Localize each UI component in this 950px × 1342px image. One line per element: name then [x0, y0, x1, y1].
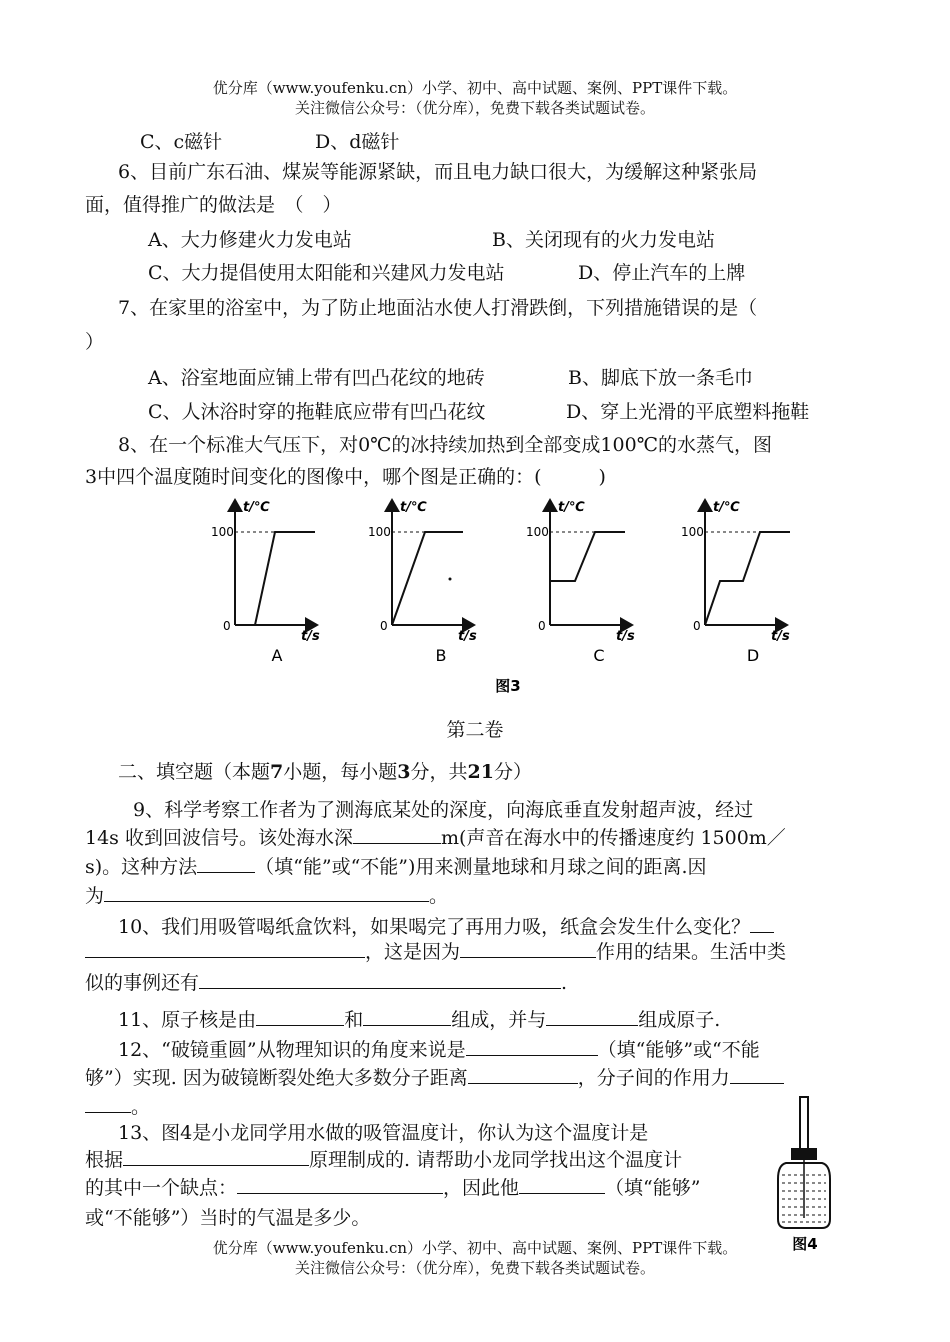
q13-line-3: 的其中一个缺点： ，因此他 （填“能够” — [85, 1177, 701, 1199]
straw-tube — [800, 1097, 808, 1153]
q13-blank-defect[interactable] — [237, 1175, 443, 1194]
q7-option-d: D、穿上光滑的平底塑料拖鞋 — [566, 401, 810, 423]
q13-line-2: 根据 原理制成的. 请帮助小龙同学找出这个温度计 — [85, 1149, 683, 1171]
q7-stem-line-1: 7、在家里的浴室中，为了防止地面沾水使人打滑跌倒，下列措施错误的是（ — [118, 297, 758, 319]
q13-line-4: 或“不能够”）当时的气温是多少。 — [85, 1207, 371, 1229]
graph-d-curve — [705, 532, 790, 625]
graph-c — [526, 500, 635, 665]
figure-3-caption: 图3 — [495, 677, 521, 695]
q11-line: 11、原子核是由 和 组成，并与 组成原子. — [118, 1009, 721, 1031]
section-title: 第二卷 — [446, 719, 504, 741]
q9-blank-method[interactable] — [197, 854, 255, 873]
q7-option-a: A、浴室地面应铺上带有凹凸花纹的地砖 — [148, 367, 485, 389]
graph-a-x-label: t/s — [301, 629, 320, 644]
figure-4-thermometer — [770, 1093, 840, 1258]
header-line-2: 关注微信公众号：（优分库），免费下载各类试题试卷。 — [294, 99, 655, 117]
q5-option-d: D、d磁针 — [315, 131, 400, 153]
graph-b-curve — [392, 532, 463, 625]
graph-b-label: B — [435, 646, 447, 665]
footer-line-2: 关注微信公众号：（优分库），免费下载各类试题试卷。 — [294, 1259, 655, 1277]
q13-line-1: 13、图4是小龙同学用水做的吸管温度计，你认为这个温度计是 — [118, 1122, 649, 1144]
graph-c-label: C — [593, 646, 605, 665]
graph-a — [211, 500, 320, 665]
graph-b-tick-0: 0 — [380, 619, 388, 633]
graph-d — [681, 500, 790, 665]
graph-a-tick-0: 0 — [223, 619, 231, 633]
graph-a-label: A — [271, 646, 283, 665]
q7-option-c: C、人沐浴时穿的拖鞋底应带有凹凸花纹 — [148, 401, 486, 423]
graph-a-tick-100: 100 — [211, 525, 234, 539]
graph-a-curve — [255, 532, 315, 625]
water-hatching — [782, 1160, 826, 1222]
q8-stem-line-2: 3中四个温度随时间变化的图像中，哪个图是正确的：( ) — [85, 466, 606, 488]
q10-blank-cause[interactable] — [460, 939, 596, 958]
part2-heading: 二、填空题（本题7小题，每小题3分，共21分） — [118, 761, 532, 783]
q12-blank-1[interactable] — [466, 1037, 598, 1056]
q11-blank-3[interactable] — [546, 1007, 638, 1026]
header-line-1: 优分库（www.youfenku.cn）小学、初中、高中试题、案例、PPT课件下载。 — [212, 79, 738, 97]
q10-line-2: ，这是因为 作用的结果。生活中类 — [85, 937, 786, 964]
graph-c-tick-100: 100 — [526, 525, 549, 539]
graph-d-y-label: t/℃ — [713, 500, 740, 515]
q6-stem-line-2: 面，值得推广的做法是 （ ） — [85, 194, 342, 216]
graph-b-tick-100: 100 — [368, 525, 391, 539]
q9-line-3: s)。这种方法 （填“能”或“不能”)用来测量地球和月球之间的距离.因 — [85, 856, 707, 878]
stopper — [791, 1148, 817, 1160]
q6-option-d: D、停止汽车的上牌 — [578, 262, 746, 284]
graph-a-y-label: t/℃ — [243, 500, 270, 515]
q9-line-2: 14s 收到回波信号。该处海水深 m(声音在海水中的传播速度约 1500m／ — [85, 827, 786, 849]
q7-option-b: B、脚底下放一条毛巾 — [568, 367, 753, 389]
figure-3 — [205, 495, 825, 700]
q11-blank-2[interactable] — [363, 1007, 451, 1026]
graph-d-x-label: t/s — [771, 629, 790, 644]
graph-c-curve — [550, 532, 625, 581]
footer-line-1: 优分库（www.youfenku.cn）小学、初中、高中试题、案例、PPT课件下载。 — [212, 1239, 738, 1257]
q13-blank-principle[interactable] — [123, 1147, 309, 1166]
q7-stem-line-2: ） — [85, 331, 105, 353]
q6-stem-line-1: 6、目前广东石油、煤炭等能源紧缺，而且电力缺口很大，为缓解这种紧张局 — [118, 161, 758, 183]
q10-blank-change-a[interactable] — [750, 914, 774, 933]
q12-line-3: 。 — [85, 1092, 150, 1119]
q9-blank-depth[interactable] — [353, 825, 441, 844]
q12-line-1: 12、“破镜重圆”从物理知识的角度来说是 （填“能够”或“不能 — [118, 1039, 760, 1061]
q12-line-2: 够”）实现. 因为破镜断裂处绝大多数分子距离 ，分子间的作用力 — [85, 1063, 784, 1090]
q9-blank-reason[interactable] — [104, 883, 429, 902]
q10-line-3: 似的事例还有 . — [85, 972, 568, 994]
graph-b-x-label: t/s — [458, 629, 477, 644]
graph-c-tick-0: 0 — [538, 619, 546, 633]
q9-line-4: 为 。 — [85, 885, 449, 907]
q9-line-1: 9、科学考察工作者为了测海底某处的深度，向海底垂直发射超声波，经过 — [133, 799, 754, 821]
graph-d-tick-100: 100 — [681, 525, 704, 539]
graph-c-x-label: t/s — [616, 629, 635, 644]
graph-d-tick-0: 0 — [693, 619, 701, 633]
graph-b — [368, 500, 477, 665]
q6-option-c: C、大力提倡使用太阳能和兴建风力发电站 — [148, 262, 505, 284]
figure-4-caption: 图4 — [792, 1235, 818, 1253]
q10-line-1: 10、我们用吸管喝纸盒饮料，如果喝完了再用力吸，纸盒会发生什么变化？ — [118, 912, 774, 939]
q13-blank-can[interactable] — [519, 1175, 605, 1194]
q12-blank-2[interactable] — [468, 1065, 578, 1084]
q10-blank-change-b[interactable] — [85, 939, 365, 958]
q12-blank-3a[interactable] — [730, 1065, 784, 1084]
q6-option-a: A、大力修建火力发电站 — [148, 229, 352, 251]
q8-stem-line-1: 8、在一个标准大气压下，对0℃的冰持续加热到全部变成100℃的水蒸气，图 — [118, 434, 772, 456]
q12-blank-3b[interactable] — [85, 1094, 131, 1113]
q10-blank-example[interactable] — [199, 970, 561, 989]
graph-d-label: D — [746, 646, 760, 665]
q5-option-c: C、c磁针 — [140, 131, 223, 153]
q11-blank-1[interactable] — [256, 1007, 344, 1026]
q6-option-b: B、关闭现有的火力发电站 — [492, 229, 715, 251]
graph-b-y-label: t/℃ — [400, 500, 427, 515]
graph-c-y-label: t/℃ — [558, 500, 585, 515]
